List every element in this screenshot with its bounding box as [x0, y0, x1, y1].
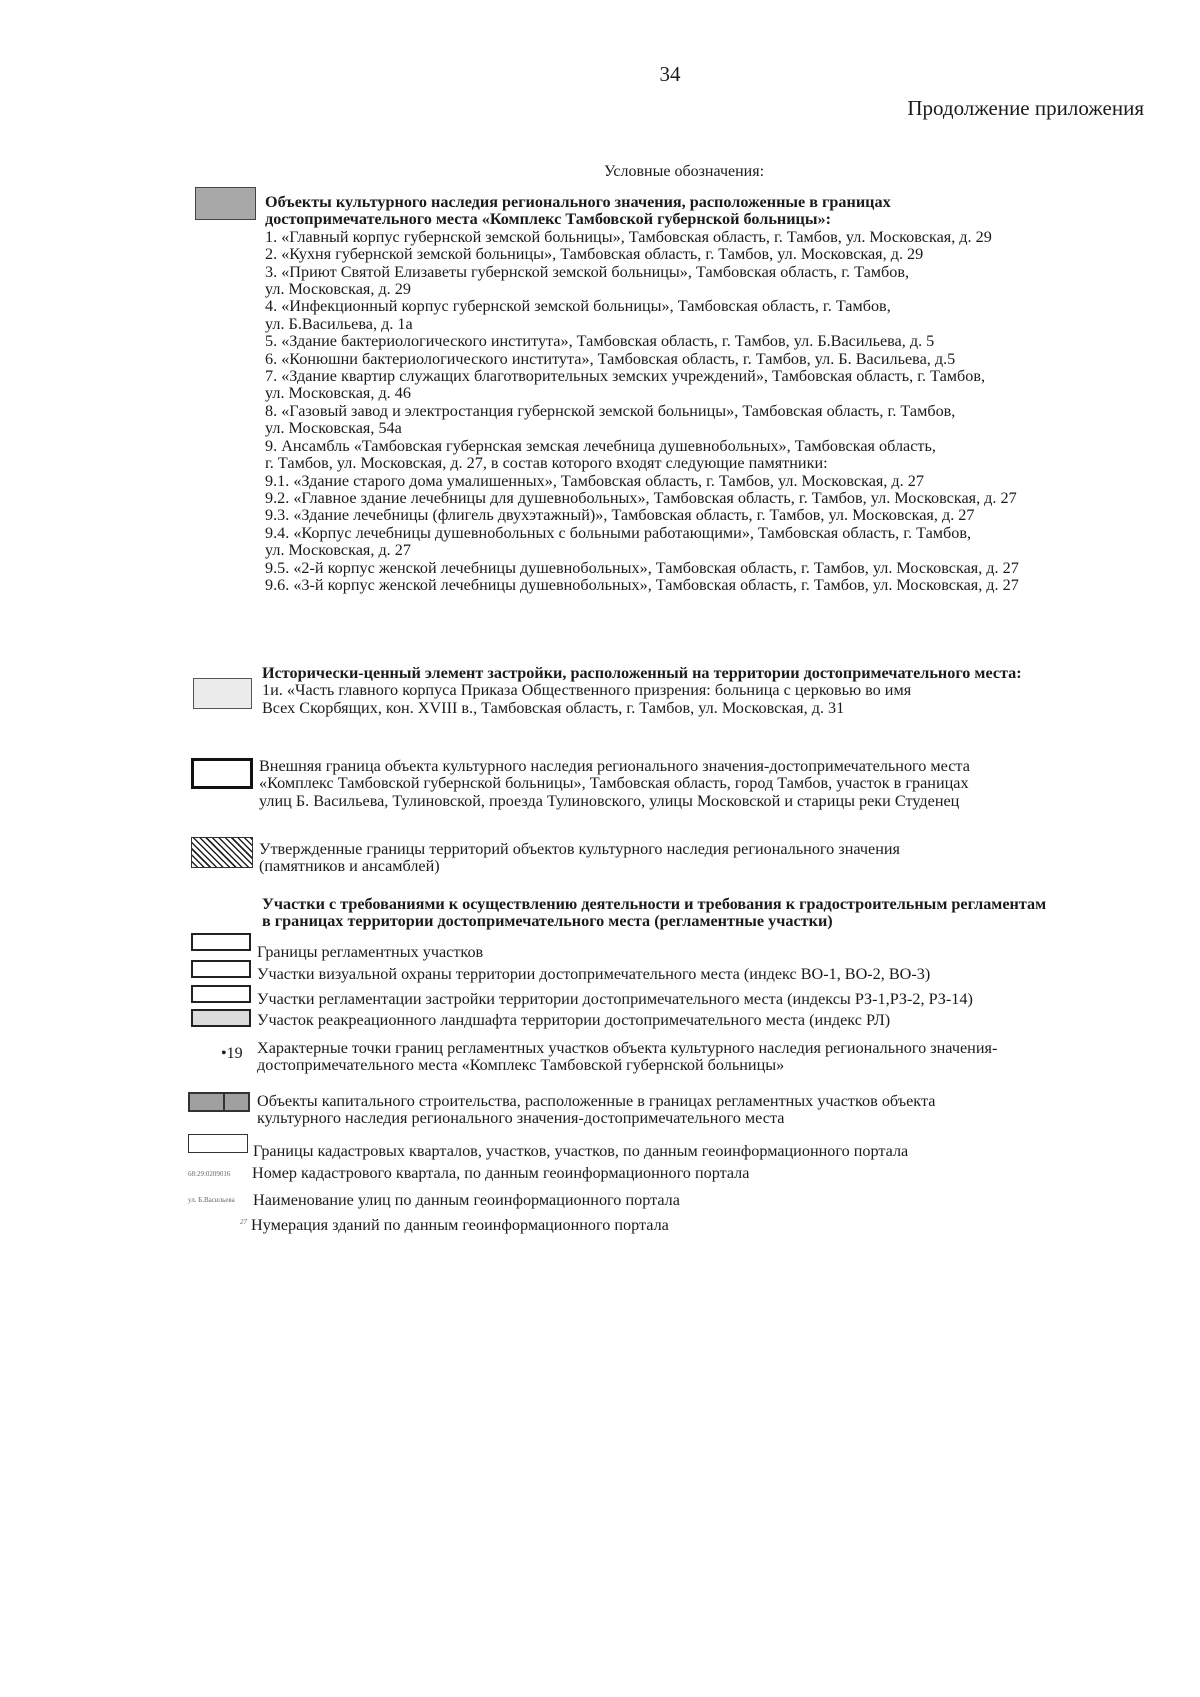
- swatch-development-regulation: [191, 985, 251, 1003]
- regulated-zones-title-block: [262, 896, 1046, 931]
- cadastral-quarter-sample: 68:29:0209016: [188, 1170, 231, 1178]
- list-item: 1. «Главный корпус губернской земской больницы», Тамбовская область, г. Тамбов, ул. Московская, д. 29: [265, 227, 992, 246]
- street-name-sample: ул. Б.Васильева: [188, 1196, 235, 1204]
- cultural-heritage-block: [265, 194, 1019, 594]
- list-item: ул. Московская, д. 29: [265, 280, 411, 299]
- list-item: г. Тамбов, ул. Московская, д. 27, в состав которого входят следующие памятники:: [265, 454, 828, 473]
- regulated-zone-item: Участки визуальной охраны территории достопримечательного места (индекс ВО-1, ВО-2, ВО-3): [257, 965, 931, 983]
- list-item: 9.3. «Здание лечебницы (флигель двухэтажный)», Тамбовская область, г. Тамбов, ул. Московская, д. 27: [265, 506, 975, 525]
- page-number: 34: [659, 62, 681, 86]
- capital-construction-block: [257, 1093, 935, 1128]
- list-item: 8. «Газовый завод и электростанция губернской земской больницы», Тамбовская область, г. Тамбов,: [265, 401, 956, 420]
- cadastral-item: Границы кадастровых кварталов, участков, участков, по данным геоинформационного портала: [253, 1142, 909, 1160]
- outer-boundary-block: [259, 758, 970, 810]
- approved-boundaries-line: (памятников и ансамблей): [259, 857, 440, 876]
- cultural-heritage-title: Объекты культурного наследия регионального значения, расположенные в границах: [265, 193, 891, 211]
- swatch-cadastral-boundaries: [188, 1134, 248, 1153]
- list-item: ул. Московская, д. 46: [265, 384, 411, 403]
- swatch-cultural-heritage: [195, 187, 256, 220]
- cadastral-item: Нумерация зданий по данным геоинформационного портала: [251, 1216, 669, 1234]
- list-item: 5. «Здание бактериологического института», Тамбовская область, г. Тамбов, ул. Б.Васильева, д. 5: [265, 332, 935, 351]
- swatch-recreational-landscape: [191, 1009, 251, 1027]
- list-item: 9.6. «3-й корпус женской лечебницы душевнобольных», Тамбовская область, г. Тамбов, ул. Московская, д. 27: [265, 575, 1019, 594]
- list-item: 2. «Кухня губернской земской больницы», Тамбовская область, г. Тамбов, ул. Московская, д. 29: [265, 245, 924, 264]
- characteristic-points-line: достопримечательного места «Комплекс Тамбовской губернской больницы»: [257, 1056, 785, 1075]
- swatch-regulated-boundaries: [191, 933, 251, 951]
- regulated-zone-item: Границы регламентных участков: [257, 943, 484, 961]
- list-item: 7. «Здание квартир служащих благотворительных земских учреждений», Тамбовская область, г. Тамбов,: [265, 367, 986, 386]
- historic-element-line: Всех Скорбящих, кон. XVIII в., Тамбовская область, г. Тамбов, ул. Московская, д. 31: [262, 698, 845, 717]
- historic-element-block: [262, 665, 1022, 717]
- list-item: 9.2. «Главное здание лечебницы для душевнобольных», Тамбовская область, г. Тамбов, ул. Московская, д. 27: [265, 488, 1017, 507]
- swatch-visual-protection: [191, 960, 251, 978]
- outer-boundary-line: улиц Б. Васильева, Тулиновской, проезда Тулиновского, улицы Московской и старицы реки Студенец: [259, 791, 960, 810]
- regulated-zones-title: Участки с требованиями к осуществлению деятельности и требования к градостроительным регламентам: [262, 895, 1047, 913]
- list-item: 9. Ансамбль «Тамбовская губернская земская лечебница душевнобольных», Тамбовская область,: [265, 436, 936, 455]
- list-item: ул. Московская, 54а: [265, 419, 402, 438]
- list-item: 4. «Инфекционный корпус губернской земской больницы», Тамбовская область, г. Тамбов,: [265, 297, 891, 316]
- swatch-historic-element: [193, 678, 252, 709]
- list-item: 9.5. «2-й корпус женской лечебницы душевнобольных», Тамбовская область, г. Тамбов, ул. Московская, д. 27: [265, 558, 1019, 577]
- characteristic-points-line: Характерные точки границ регламентных участков объекта культурного наследия регионального значения-: [257, 1039, 998, 1057]
- approved-boundaries-line: Утвержденные границы территорий объектов культурного наследия регионального значения: [259, 840, 900, 858]
- swatch-outer-boundary: [191, 758, 253, 789]
- capital-construction-line: Объекты капитального строительства, расположенные в границах регламентных участков объекта: [257, 1092, 936, 1110]
- list-item: ул. Б.Васильева, д. 1а: [265, 314, 413, 333]
- regulated-zones-title: в границах территории достопримечательного места (регламентные участки): [262, 912, 833, 931]
- cultural-heritage-title: достопримечательного места «Комплекс Тамбовской губернской больницы»:: [265, 210, 832, 229]
- capital-construction-line: культурного наследия регионального значения-достопримечательного места: [257, 1109, 785, 1128]
- regulated-zone-item: Участок реакреационного ландшафта территории достопримечательного места (индекс РЛ): [257, 1011, 891, 1029]
- historic-element-title: Исторически-ценный элемент застройки, расположенный на территории достопримечательного места:: [262, 664, 1022, 682]
- list-item: 9.4. «Корпус лечебницы душевнобольных с больными работающими», Тамбовская область, г. Тамбов,: [265, 523, 972, 542]
- appendix-continuation: Продолжение приложения: [907, 96, 1144, 120]
- swatch-approved-boundaries: [191, 837, 253, 868]
- regulated-zone-item: Участки регламентации застройки территории достопримечательного места (индексы РЗ-1,РЗ-2, РЗ-14): [257, 990, 973, 1008]
- swatch-capital-construction: [188, 1092, 250, 1112]
- legend-title: Условные обозначения:: [604, 163, 765, 180]
- approved-boundaries-block: [259, 841, 900, 876]
- historic-element-line: 1и. «Часть главного корпуса Приказа Общественного призрения: больница с церковью во имя: [262, 681, 912, 700]
- list-item: 9.1. «Здание старого дома умалишенных», Тамбовская область, г. Тамбов, ул. Московская, д. 27: [265, 471, 924, 490]
- list-item: 6. «Конюшни бактериологического института», Тамбовская область, г. Тамбов, ул. Б. Васильева, д.5: [265, 349, 956, 368]
- outer-boundary-line: Внешняя граница объекта культурного наследия регионального значения-достопримечательного места: [259, 757, 970, 775]
- list-item: 3. «Приют Святой Елизаветы губернской земской больницы», Тамбовская область, г. Тамбов,: [265, 262, 910, 281]
- cadastral-item: Номер кадастрового квартала, по данным геоинформационного портала: [252, 1164, 750, 1182]
- cadastral-item: Наименование улиц по данным геоинформационного портала: [253, 1191, 680, 1209]
- list-item: ул. Московская, д. 27: [265, 541, 411, 560]
- characteristic-point-marker: •19: [221, 1045, 243, 1062]
- characteristic-points-block: [257, 1040, 997, 1075]
- building-number-sample: 27: [240, 1218, 247, 1226]
- outer-boundary-line: «Комплекс Тамбовской губернской больницы», Тамбовская область, город Тамбов, участок в границах: [259, 774, 969, 793]
